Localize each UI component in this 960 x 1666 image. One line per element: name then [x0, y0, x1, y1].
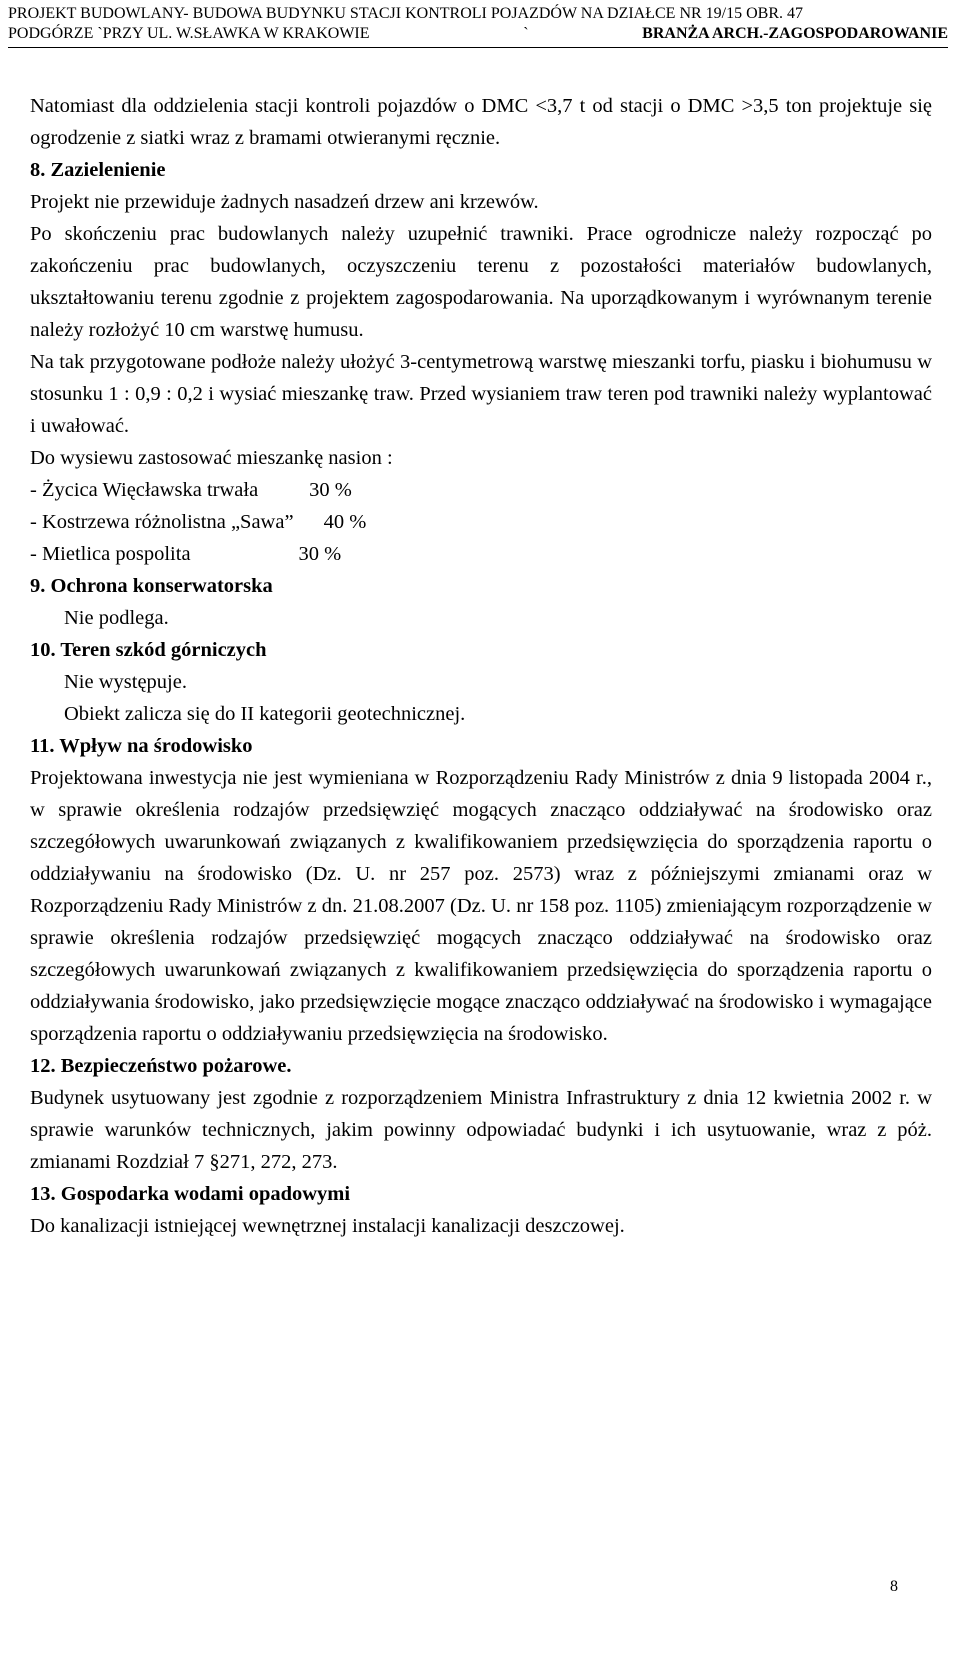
section-8-paragraph-1: Projekt nie przewiduje żadnych nasadzeń drzew ani krzewów.: [30, 191, 539, 213]
seed-percent: 30 %: [309, 479, 352, 501]
section-8-paragraph-2: Po skończeniu prac budowlanych należy uzupełnić trawniki. Prace ogrodnicze należy rozpocząć po zakończeniu prac budowlanych, oczyszczeniu terenu z pozostałości materiałów budowlanych, ukształtowaniu terenu zgodnie z projektem zagospodarowania. Na uporządkowanym i wyrównanym terenie należy rozłożyć 10 cm warstwę humusu.: [30, 223, 932, 341]
section-8-paragraph-3: Na tak przygotowane podłoże należy ułożyć 3-centymetrową warstwę mieszanki torfu, piasku i biohumusu w stosunku 1 : 0,9 : 0,2 i wysiać mieszankę traw. Przed wysianiem traw teren pod trawniki należy wyplantować i uwałować.: [30, 351, 932, 437]
seed-percent: 30 %: [298, 543, 342, 565]
section-12-title: 12. Bezpieczeństwo pożarowe.: [30, 1055, 292, 1077]
header-branch: BRANŻA ARCH.-ZAGOSPODAROWANIE: [642, 25, 948, 42]
section-10-title: 10. Teren szkód górniczych: [30, 639, 267, 661]
section-13-title: 13. Gospodarka wodami opadowymi: [30, 1183, 351, 1205]
header-rule: [8, 47, 948, 48]
header-location: PODGÓRZE `PRZY UL. W.SŁAWKA W KRAKOWIE: [8, 25, 370, 42]
section-8-title: 8. Zazielenienie: [30, 159, 166, 181]
seed-name: - Mietlica pospolita: [30, 543, 191, 565]
seed-name: - Życica Więcławska trwała: [30, 479, 259, 501]
header-separator: `: [523, 25, 529, 42]
list-item: [30, 474, 932, 506]
document-body: [30, 90, 932, 1242]
section-13-paragraph-1: Do kanalizacji istniejącej wewnętrznej instalacji kanalizacji deszczowej.: [30, 1215, 625, 1237]
section-10-paragraph-2: Obiekt zalicza się do II kategorii geotechnicznej.: [64, 703, 466, 725]
header-project-title: PROJEKT BUDOWLANY- BUDOWA BUDYNKU STACJI KONTROLI POJAZDÓW NA DZIAŁCE NR 19/15 OBR. 47: [8, 5, 804, 22]
list-item: [30, 538, 932, 570]
header-line-1: [8, 4, 948, 24]
seed-name: - Kostrzewa różnolistna „Sawa”: [30, 511, 294, 533]
seed-mix-list: [30, 474, 932, 570]
seed-percent: 40 %: [323, 511, 367, 533]
page-number: 8: [890, 1578, 898, 1595]
header-line-2: [8, 24, 948, 44]
list-item: [30, 506, 932, 538]
paragraph-fence: Natomiast dla oddzielenia stacji kontroli pojazdów o DMC <3,7 t od stacji o DMC >3,5 ton projektuje się ogrodzenie z siatki wraz z bramami otwieranymi ręcznie.: [30, 95, 932, 149]
section-11-title: 11. Wpływ na środowisko: [30, 735, 253, 757]
section-11-paragraph-1: Projektowana inwestycja nie jest wymieniana w Rozporządzeniu Rady Ministrów z dnia 9 listopada 2004 r., w sprawie określenia rodzajów przedsięwzięć mogących znacząco oddziaływać na środowisko oraz szczegółowych uwarunkowań związanych z kwalifikowaniem przedsięwzięcia do sporządzenia raportu o oddziaływaniu na środowisko (Dz. U. nr 257 poz. 2573) wraz z późniejszymi zmianami oraz w Rozporządzeniu Rady Ministrów z dn. 21.08.2007 (Dz. U. nr 158 poz. 1105) zmieniającym rozporządzenie w sprawie określenia rodzajów przedsięwzięć mogących znacząco oddziaływać na środowisko oraz szczegółowych uwarunkowań związanych z kwalifikowaniem przedsięwzięcia do sporządzenia raportu o oddziaływania środowisko, jako przedsięwzięcie mogące znacząco oddziaływać na środowisko i wymagające sporządzenia raportu o oddziaływaniu przedsięwzięcia na środowisko.: [30, 767, 932, 1045]
section-12-paragraph-1: Budynek usytuowany jest zgodnie z rozporządzeniem Ministra Infrastruktury z dnia 12 kwietnia 2002 r. w sprawie warunków technicznych, jakim powinny odpowiadać budynki i ich usytuowanie, wraz z póż. zmianami Rozdział 7 §271, 272, 273.: [30, 1087, 932, 1173]
section-8-paragraph-4: Do wysiewu zastosować mieszankę nasion :: [30, 447, 393, 469]
page-header: [8, 4, 948, 44]
section-9-title: 9. Ochrona konserwatorska: [30, 575, 273, 597]
section-9-paragraph-1: Nie podlega.: [64, 607, 169, 629]
section-10-paragraph-1: Nie występuje.: [64, 671, 187, 693]
